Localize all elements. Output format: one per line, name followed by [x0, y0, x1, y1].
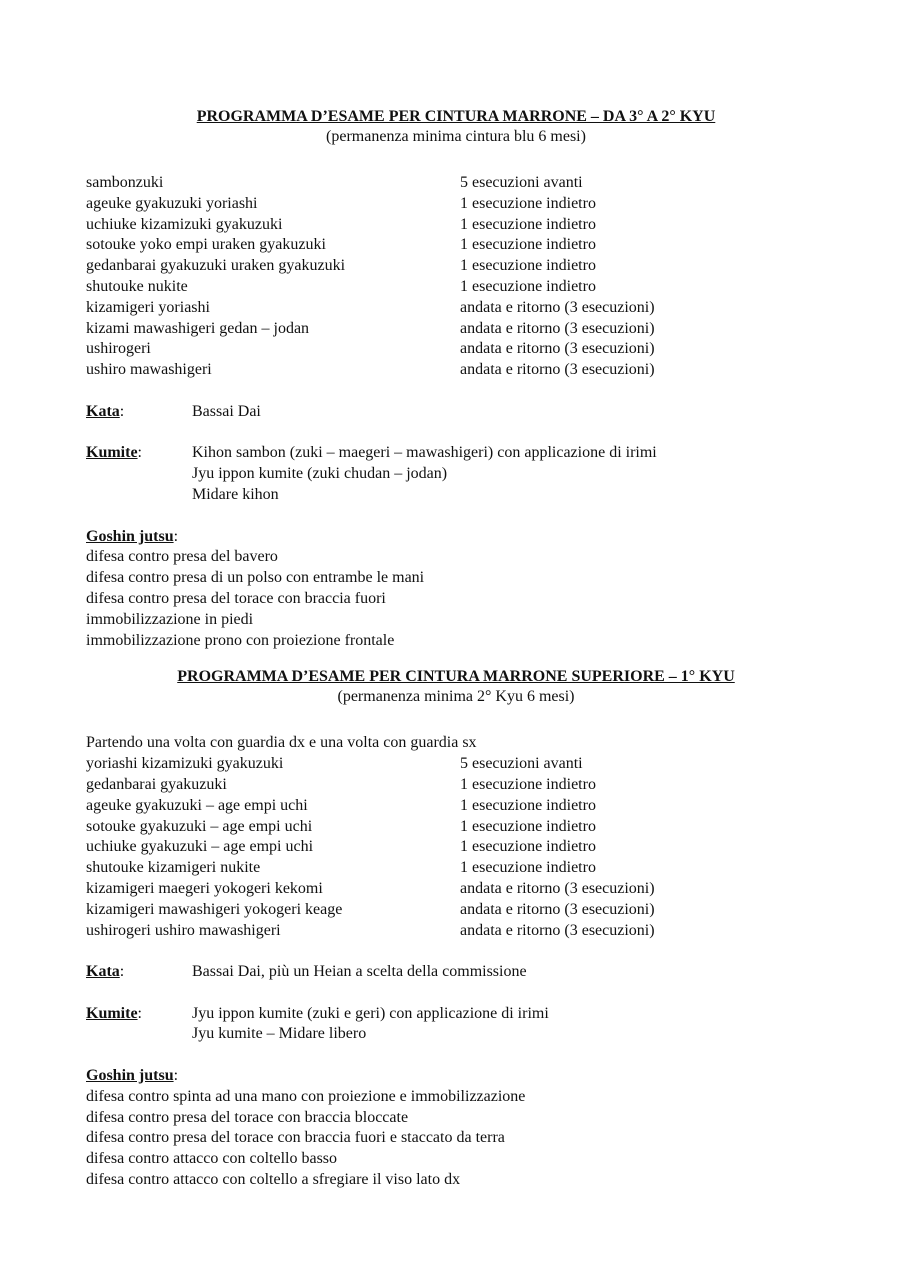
kihon-row	[86, 900, 826, 921]
kihon-technique: sotouke gyakuzuki – age empi uchi	[86, 817, 313, 835]
goshin-item: difesa contro presa del torace con braccia fuori e staccato da terra	[86, 1129, 505, 1147]
kihon-row	[86, 339, 826, 360]
kihon-row	[86, 858, 826, 879]
kata-item: Bassai Dai, più un Heian a scelta della commissione	[192, 963, 527, 981]
kihon-technique: sambonzuki	[86, 174, 164, 191]
kihon-execution: 1 esecuzione indietro	[460, 257, 596, 275]
goshin-list	[86, 547, 826, 651]
kihon-execution: 5 esecuzioni avanti	[460, 755, 583, 773]
kumite-item: Jyu ippon kumite (zuki e geri) con applicazione di irimi	[192, 1004, 549, 1022]
kihon-technique: uchiuke kizamizuki gyakuzuki	[86, 215, 283, 233]
kumite-item: Kihon sambon (zuki – maegeri – mawashigeri) con applicazione di irimi	[192, 444, 657, 462]
goshin-item: difesa contro attacco con coltello a sfregiare il viso lato dx	[86, 1171, 461, 1189]
kihon-technique: uchiuke gyakuzuki – age empi uchi	[86, 838, 314, 856]
kihon-execution: andata e ritorno (3 esecuzioni)	[460, 340, 655, 358]
kihon-technique: kizamigeri yoriashi	[86, 298, 210, 316]
kumite-row: Kumite: Kihon sambon (zuki – maegeri – mawashigeri) con applicazione di irimi Jyu ippon kumite (zuki chudan – jodan) Midare kihon	[86, 443, 826, 505]
kihon-execution: 1 esecuzione indietro	[460, 194, 596, 212]
kihon-technique: kizami mawashigeri gedan – jodan	[86, 319, 310, 337]
kihon-execution: 5 esecuzioni avanti	[460, 174, 583, 191]
section-subtitle: (permanenza minima cintura blu 6 mesi)	[326, 128, 586, 145]
kihon-execution: andata e ritorno (3 esecuzioni)	[460, 900, 655, 918]
kihon-technique: yoriashi kizamizuki gyakuzuki	[86, 755, 284, 773]
kihon-execution: 1 esecuzione indietro	[460, 796, 596, 814]
kihon-technique: shutouke nukite	[86, 277, 188, 295]
kihon-row	[86, 817, 826, 838]
kihon-execution: andata e ritorno (3 esecuzioni)	[460, 298, 655, 316]
kata-list	[192, 402, 826, 423]
kata-label: Kata	[86, 963, 120, 981]
goshin-item: difesa contro presa di un polso con entrambe le mani	[86, 569, 425, 587]
kihon-row	[86, 921, 826, 942]
kihon-execution: 1 esecuzione indietro	[460, 775, 596, 793]
goshin-item: immobilizzazione prono con proiezione frontale	[86, 631, 395, 649]
kihon-row	[86, 754, 826, 775]
kihon-technique: sotouke yoko empi uraken gyakuzuki	[86, 236, 326, 254]
goshin-item: difesa contro spinta ad una mano con proiezione e immobilizzazione	[86, 1087, 526, 1105]
kumite-label: Kumite	[86, 444, 138, 462]
kihon-technique: shutouke kizamigeri nukite	[86, 859, 261, 877]
kihon-row	[86, 360, 826, 381]
goshin-list	[86, 1087, 826, 1191]
kumite-list	[192, 1004, 826, 1046]
kumite-label: Kumite	[86, 1004, 138, 1022]
kihon-technique: ageuke gyakuzuki yoriashi	[86, 194, 258, 212]
kihon-row	[86, 215, 826, 236]
section-brown-belt: PROGRAMMA D’ESAME PER CINTURA MARRONE – DA 3° A 2° KYU (permanenza minima cintura blu 6 mesi) sambonzuki 5 esecuzioni avanti ageuke gyakuzuki yoriashi 1 esecuzione indietro uchiuke kizamizuki gyakuzuki 1 esecuzione indietro sotouke yoko empi uraken gyakuzuki 1 esecuzione indietro gedanbarai gyakuzuki uraken gyakuzuki 1 esecuzione indietro shutouke nukite 1 esecuzione indietro kizamigeri yoriashi andata e ritorno (3 esecuzioni) kizami mawashigeri gedan – jodan andata e ritorno (3 esecuzioni) ushirogeri andata e ritorno (3 esecuzioni) ushiro mawashigeri andata e ritorno (3 esecuzioni) Kata: Bassai Dai Kumite: Kihon sambon (zuki – maegeri – mawashigeri) con applicazione di irimi Jyu ippon kumite (zuki chudan – jodan) Midare kihon Goshin jutsu: difesa contro presa del bavero difesa contro presa di un polso con entrambe le mani difesa contro presa del torace con braccia fuori immobilizzazione in piedi immobilizzazione prono con proiezione frontale	[86, 107, 826, 651]
goshin-item: immobilizzazione in piedi	[86, 610, 254, 628]
kihon-technique: ushirogeri	[86, 340, 151, 358]
kihon-row	[86, 775, 826, 796]
kihon-technique: gedanbarai gyakuzuki uraken gyakuzuki	[86, 257, 346, 275]
kihon-execution: andata e ritorno (3 esecuzioni)	[460, 319, 655, 337]
goshin-item: difesa contro presa del bavero	[86, 548, 278, 566]
section-upper-brown-belt: PROGRAMMA D’ESAME PER CINTURA MARRONE SUPERIORE – 1° KYU (permanenza minima 2° Kyu 6 mesi) Partendo una volta con guardia dx e una volta con guardia sx yoriashi kizamizuki gyakuzuki 5 esecuzioni avanti gedanbarai gyakuzuki 1 esecuzione indietro ageuke gyakuzuki – age empi uchi 1 esecuzione indietro sotouke gyakuzuki – age empi uchi 1 esecuzione indietro uchiuke gyakuzuki – age empi uchi 1 esecuzione indietro shutouke kizamigeri nukite 1 esecuzione indietro kizamigeri maegeri yokogeri kekomi andata e ritorno (3 esecuzioni) kizamigeri mawashigeri yokogeri keage andata e ritorno (3 esecuzioni) ushirogeri ushiro mawashigeri andata e ritorno (3 esecuzioni) Kata: Bassai Dai, più un Heian a scelta della commissione Kumite: Jyu ippon kumite (zuki e geri) con applicazione di irimi Jyu kumite – Midare libero Goshin jutsu: difesa contro spinta ad una mano con proiezione e immobilizzazione difesa contro presa del torace con braccia bloccate difesa contro presa del torace con braccia fuori e staccato da terra difesa contro attacco con coltello basso difesa contro attacco con coltello a sfregiare il viso lato dx	[86, 667, 826, 1191]
kihon-execution: andata e ritorno (3 esecuzioni)	[460, 879, 655, 897]
kumite-item: Jyu kumite – Midare libero	[192, 1025, 367, 1043]
kihon-row	[86, 298, 826, 319]
kata-item: Bassai Dai	[192, 402, 261, 420]
kumite-item: Midare kihon	[192, 485, 279, 503]
kihon-technique: ushirogeri ushiro mawashigeri	[86, 921, 281, 939]
kihon-technique: kizamigeri maegeri yokogeri kekomi	[86, 879, 323, 897]
kihon-execution: 1 esecuzione indietro	[460, 838, 596, 856]
kihon-technique: gedanbarai gyakuzuki	[86, 775, 227, 793]
goshin-label: Goshin jutsu	[86, 1067, 174, 1085]
kumite-item: Jyu ippon kumite (zuki chudan – jodan)	[192, 465, 448, 483]
kihon-execution: 1 esecuzione indietro	[460, 236, 596, 254]
kihon-row	[86, 277, 826, 298]
kihon-technique: kizamigeri mawashigeri yokogeri keage	[86, 900, 343, 918]
kihon-execution: 1 esecuzione indietro	[460, 859, 596, 877]
kumite-row: Kumite: Jyu ippon kumite (zuki e geri) con applicazione di irimi Jyu kumite – Midare libero	[86, 1004, 826, 1046]
goshin-item: difesa contro presa del torace con braccia bloccate	[86, 1108, 409, 1126]
kihon-row	[86, 194, 826, 215]
kihon-row	[86, 235, 826, 256]
kihon-technique: ageuke gyakuzuki – age empi uchi	[86, 796, 308, 814]
kihon-row	[86, 173, 826, 194]
document-page	[86, 107, 826, 1191]
section-title: PROGRAMMA D’ESAME PER CINTURA MARRONE SUPERIORE – 1° KYU	[177, 668, 735, 686]
kihon-list	[86, 173, 826, 381]
kihon-execution: 1 esecuzione indietro	[460, 277, 596, 295]
goshin-item: difesa contro attacco con coltello basso	[86, 1150, 338, 1168]
kumite-list	[192, 443, 826, 505]
kihon-row	[86, 879, 826, 900]
kata-row: Kata: Bassai Dai	[86, 402, 826, 423]
kihon-row	[86, 256, 826, 277]
section-subtitle: (permanenza minima 2° Kyu 6 mesi)	[337, 688, 575, 706]
kihon-intro: Partendo una volta con guardia dx e una volta con guardia sx	[86, 734, 477, 752]
goshin-label: Goshin jutsu	[86, 527, 174, 545]
kihon-execution: 1 esecuzione indietro	[460, 215, 596, 233]
kata-row: Kata: Bassai Dai, più un Heian a scelta della commissione	[86, 962, 826, 983]
kihon-execution: 1 esecuzione indietro	[460, 817, 596, 835]
kihon-row	[86, 837, 826, 858]
kihon-row	[86, 796, 826, 817]
kihon-execution: andata e ritorno (3 esecuzioni)	[460, 921, 655, 939]
kihon-list	[86, 754, 826, 941]
kata-list	[192, 962, 826, 983]
kihon-row	[86, 319, 826, 340]
goshin-item: difesa contro presa del torace con braccia fuori	[86, 589, 386, 607]
kata-label: Kata	[86, 402, 120, 420]
kihon-execution: andata e ritorno (3 esecuzioni)	[460, 361, 655, 379]
section-title: PROGRAMMA D’ESAME PER CINTURA MARRONE – DA 3° A 2° KYU	[196, 108, 716, 125]
kihon-technique: ushiro mawashigeri	[86, 361, 212, 379]
